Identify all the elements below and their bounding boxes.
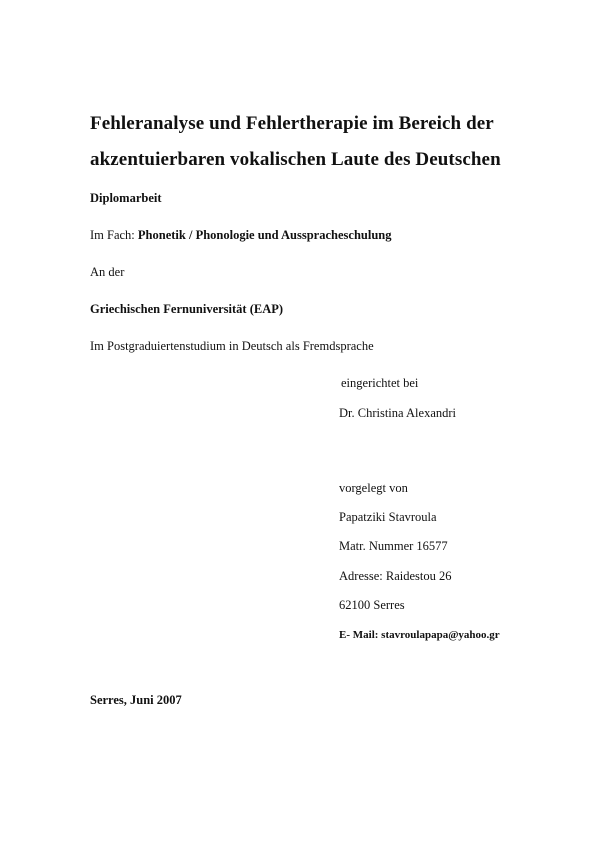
program-line: Im Postgraduiertenstudium in Deutsch als Fremdsprache	[90, 339, 374, 353]
subject-name: Phonetik / Phonologie und Ausspracheschulung	[137, 228, 392, 242]
title-line-1: Fehleranalyse und Fehlertherapie im Bereich der	[90, 113, 494, 134]
submitted-at-label: eingerichtet bei	[341, 376, 419, 390]
subject-prefix: Im Fach:	[90, 228, 138, 242]
presented-by-label: vorgelegt von	[339, 481, 408, 495]
email-line: E- Mail: stavroulapapa@yahoo.gr	[339, 629, 500, 641]
city-line: 62100 Serres	[339, 598, 405, 612]
place-date: Serres, Juni 2007	[90, 693, 182, 707]
title-line-2: akzentuierbaren vokalischen Laute des Deutschen	[90, 149, 501, 170]
document-type: Diplomarbeit	[90, 191, 162, 205]
address-line: Adresse: Raidestou 26	[339, 569, 452, 583]
matriculation-number: Matr. Nummer 16577	[339, 539, 448, 553]
subject-line	[90, 227, 391, 243]
institution-prefix: An der	[90, 265, 125, 279]
author-name: Papatziki Stavroula	[339, 510, 437, 524]
supervisor-name: Dr. Christina Alexandri	[339, 406, 456, 420]
document-title	[90, 106, 570, 178]
institution-name: Griechischen Fernuniversität (EAP)	[90, 302, 284, 316]
